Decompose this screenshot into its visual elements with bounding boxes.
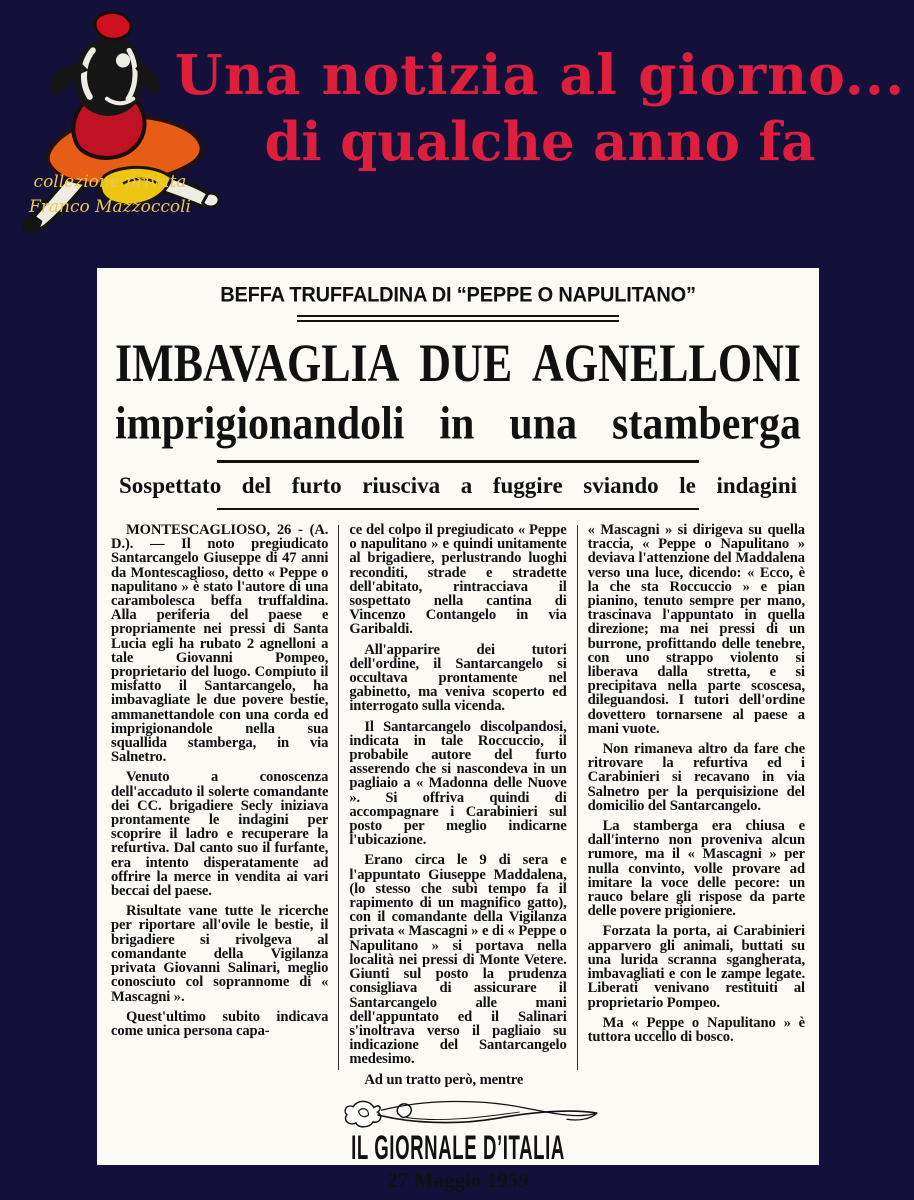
article-paragraph: Venuto a conoscenza dell'accaduto il solerte comandante dei CC. brigadiere Secly iniziava prontamente le indagini per scoprire il ladro e recuperare la refurtiva. Dal canto suo il furfante, era intento disperatamente ad offrire la merce in vendita ai vari beccai del paese. xyxy=(111,769,329,900)
kicker-double-rule xyxy=(297,315,619,322)
main-headline: IMBAVAGLIA DUE AGNELLONI xyxy=(115,333,801,394)
deck-subtitle: Sospettato del furto riusciva a fuggire sviando le indagini xyxy=(119,473,797,498)
dateline: MONTESCAGLIOSO, 26 - xyxy=(126,523,310,538)
article-paragraph: « Mascagni » si dirigeva su quella traccia, « Peppe o Napulitano » deviava l'attenzione del Maddalena verso una luce, dicendo: « Ecco, è la che sta Roccuccio » e pian pianino, tenuto sempre per mano, trascinava l'appuntato in quella direzione; ma nei pressi di un burrone, profittando delle tenebre, con uno strappo violento si liberava dalla stretta, e si precipitava nella parte scoscesa, dileguandosi. I tutori dell'ordine dovettero tornarsene al paese a mani vuote. xyxy=(587,523,805,737)
article-paragraph: ce del colpo il pregiudicato « Peppe o napulitano » e quindi unitamente al brigadiere, perlustrando luoghi reconditi, strade e stradette dell'abitato, rintracciava il sospettato nella cantina di Vincenzo Contangelo in via Garibaldi. xyxy=(349,523,567,638)
article-paragraph: La stamberga era chiusa e dall'interno non proveniva alcun rumore, ma il « Mascagni » per nulla convinto, volle provare ad imitare la voce delle pecore: un rauco belare gli rispose da parte delle povere prigioniere. xyxy=(587,818,805,920)
clipping-footer xyxy=(111,1095,805,1193)
article-paragraph: MONTESCAGLIOSO, 26 - (A. D.). — Il noto pregiudicato Santarcangelo Giuseppe di 47 anni da Montescaglioso, detto « Peppe o napulitano » è stato l'autore di una carambolesca beffa truffaldina. Alla periferia del paese e propriamente nei pressi di Santa Lucia egli ha rubato 2 agnelloni a tale Giovanni Pompeo, proprietario del luogo. Compiuto il misfatto il Santarcangelo, ha imbavagliate le due povere bestie, ammanettandole con una corda ed imprigionandole nella sua squallida stamberga, in via Salnetro. xyxy=(111,523,329,766)
collection-credit xyxy=(14,170,206,219)
article-paragraph: Risultate vane tutte le ricerche per riportare all'ovile le bestie, il brigadiere si rivolgeva al comandante della Vigilanza privata Giovanni Salinari, meglio conosciuto col soprannome di « Mascagni ». xyxy=(111,903,329,1005)
kicker-headline: BEFFA TRUFFALDINA DI “PEPPE O NAPULITANO” xyxy=(220,283,696,307)
article-paragraph: Il Santarcangelo discolpandosi, indicata in tale Roccuccio, il probabile autore del furto asserendo che si nascondeva in un pagliaio a « Madonna delle Nuove ». Si offriva quindi di accompagnare i Carabinieri sul posto per meglio indicarne l'ubicazione. xyxy=(349,718,567,849)
newspaper-clipping xyxy=(97,268,819,1192)
rose-flourish-icon xyxy=(327,1095,617,1131)
headline-rule xyxy=(217,460,699,463)
article-paragraph: Quest'ultimo subito indicava come unica persona capa- xyxy=(111,1008,329,1039)
credit-line2: Franco Mazzoccoli xyxy=(28,196,191,217)
banner-title-line1: Una notizia al giorno... xyxy=(174,42,906,107)
article-column-1 xyxy=(111,523,328,1091)
publication-date: 27 Maggio 1959 xyxy=(387,1168,529,1192)
credit-line1: collezione privata xyxy=(33,172,187,192)
banner-title-line2: di qualche anno fa xyxy=(264,111,816,174)
article-paragraph: Erano circa le 9 di sera e l'appuntato Giuseppe Maddalena, (lo stesso che subì tempo fa il rapimento di un magnifico gatto), con il comandante della Vigilanza privata « Mascagni » e di « Peppe o Napulitano » si portava nella località nei pressi di Monte Vetere. Giunti sul posto la prudenza consigliava di assicurare il Santarcangelo alle mani dell'appuntato ed il Salinari s'inoltrava verso il pagliaio su indicazione del Santarcangelo medesimo. xyxy=(349,852,567,1068)
article-body xyxy=(111,523,805,1091)
article-paragraph: Forzata la porta, ai Carabinieri apparvero gli animali, buttati su una lurida scranna sgangherata, imbavagliati e con le zampe legate. Liberati venivano restituiti al proprietario Pompeo. xyxy=(587,923,805,1011)
article-paragraph: All'apparire dei tutori dell'ordine, il Santarcangelo si occultava prontamente nel gabinetto, ma veniva scoperto ed interrogato sulla vicenda. xyxy=(349,641,567,715)
article-paragraph: Ad un tratto però, mentre xyxy=(364,1071,524,1088)
article-paragraph: Non rimaneva altro da fare che ritrovare la refurtiva ed i Carabinieri si recavano in via Salnetro per la perquisizione del domicilio del Santarcangelo. xyxy=(587,741,805,814)
column-divider xyxy=(577,525,578,1070)
column-divider xyxy=(338,525,339,1070)
article-column-3 xyxy=(588,523,805,1091)
banner-title xyxy=(170,42,910,174)
masthead-title: IL GIORNALE D’ITALIA xyxy=(351,1127,565,1168)
article-paragraph: Ma « Peppe o Napulitano » è tuttora uccello di bosco. xyxy=(587,1014,805,1045)
subtitle-rule xyxy=(217,508,699,510)
article-column-2 xyxy=(349,523,566,1091)
sub-headline: imprigionandoli in una stamberga xyxy=(115,398,801,450)
